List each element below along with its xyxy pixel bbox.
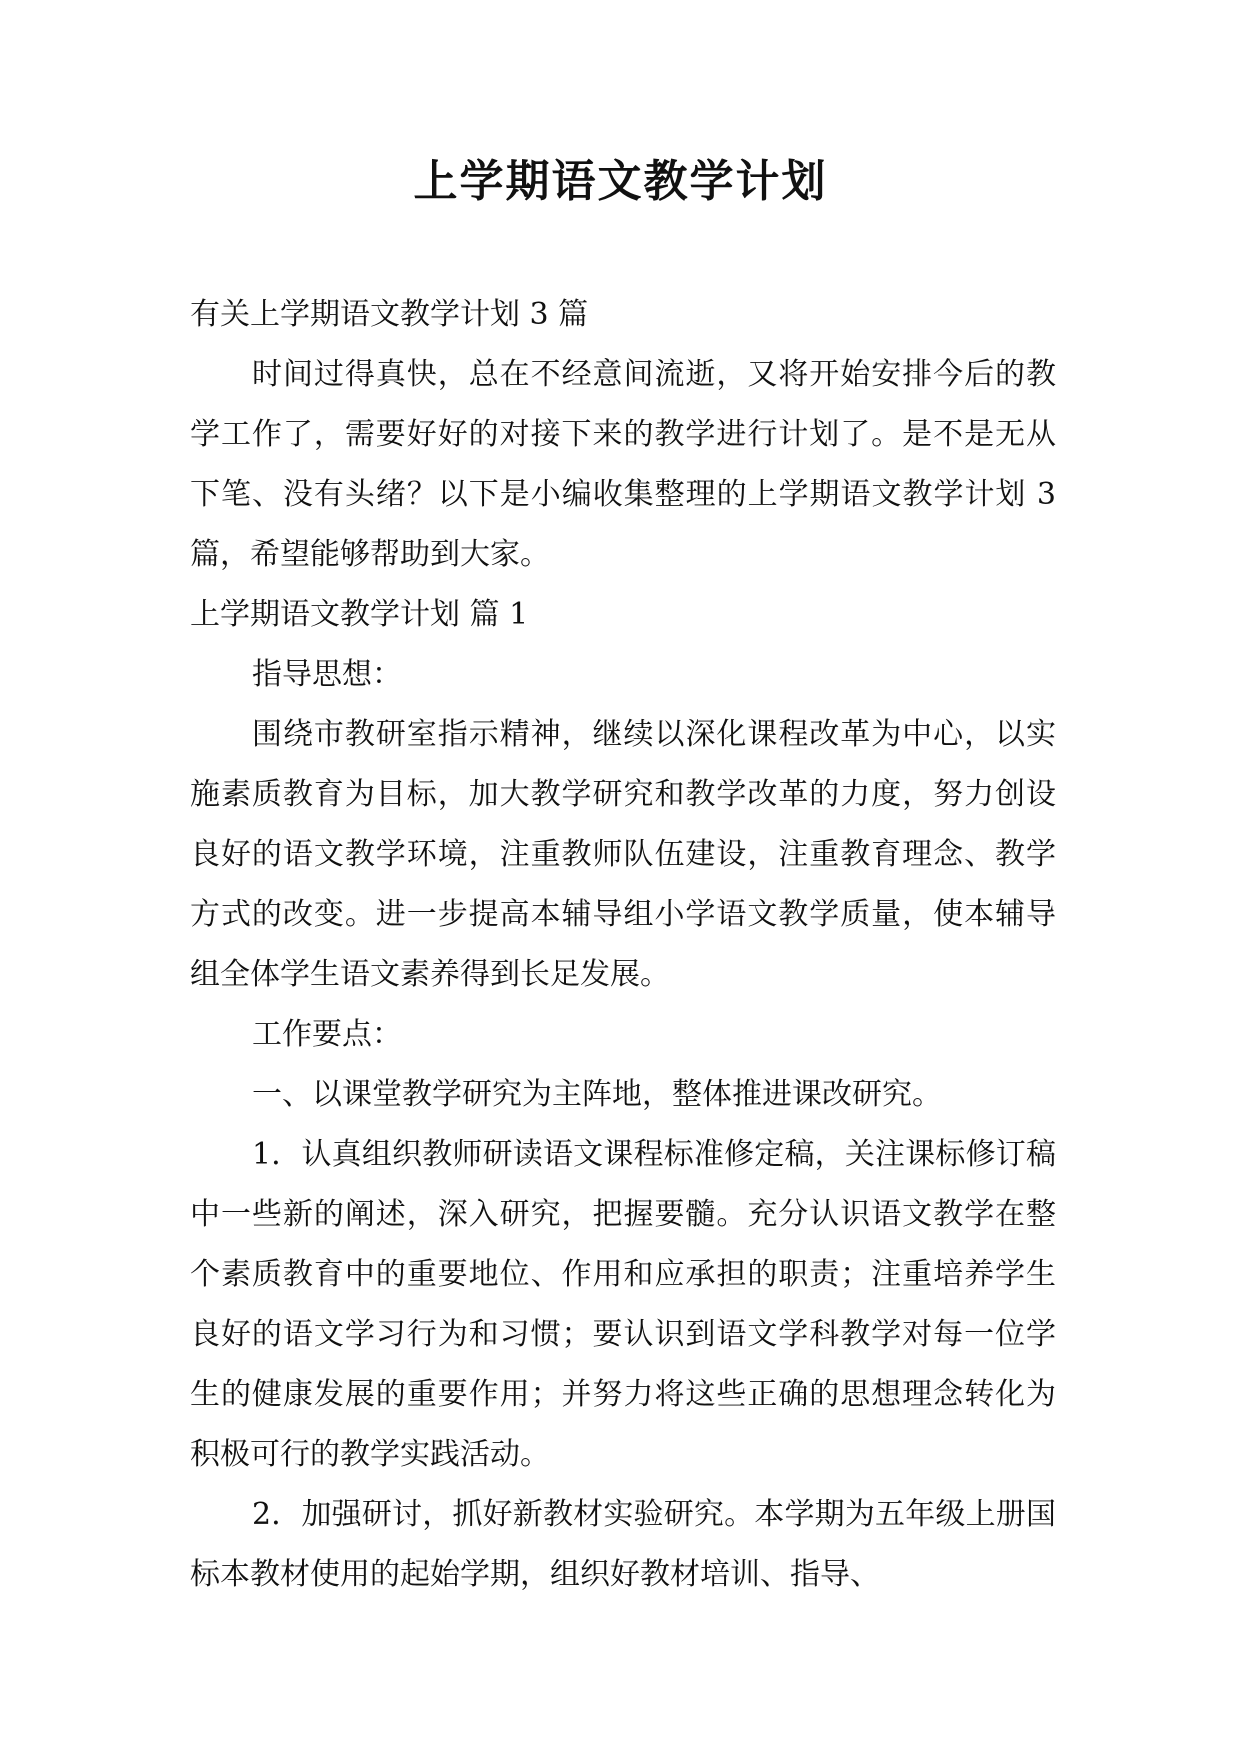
section-heading: 上学期语文教学计划 篇 1 — [190, 597, 529, 632]
guiding-paragraph: 围绕市教研室指示精神，继续以深化课程改革为中心，以实施素质教育为目标，加大教学研究和教学改革的力度，努力创设良好的语文教学环境，注重教师队伍建设，注重教育理念、教学方式的改变。进一步提高本辅导组小学语文教学质量，使本辅导组全体学生语文素养得到长足发展。 — [190, 717, 1056, 992]
item-2-paragraph: 2．加强研讨，抓好新教材实验研究。本学期为五年级上册国标本教材使用的起始学期，组织好教材培训、指导、 — [190, 1497, 1056, 1592]
document-subtitle: 有关上学期语文教学计划 3 篇 — [190, 297, 589, 332]
item-1-paragraph: 1．认真组织教师研读语文课程标准修定稿，关注课标修订稿中一些新的阐述，深入研究，把握要髓。充分认识语文教学在整个素质教育中的重要地位、作用和应承担的职责；注重培养学生良好的语文学习行为和习惯；要认识到语文学科教学对每一位学生的健康发展的重要作用；并努力将这些正确的思想理念转化为积极可行的教学实践活动。 — [190, 1137, 1056, 1472]
point-one: 一、以课堂教学研究为主阵地，整体推进课改研究。 — [252, 1077, 942, 1112]
intro-paragraph: 时间过得真快，总在不经意间流逝，又将开始安排今后的教学工作了，需要好好的对接下来的教学进行计划了。是不是无从下笔、没有头绪？以下是小编收集整理的上学期语文教学计划 3 篇，希望能够帮助到大家。 — [190, 357, 1056, 572]
guiding-label: 指导思想： — [252, 657, 402, 692]
document-body — [190, 285, 1056, 1605]
work-label: 工作要点： — [252, 1017, 402, 1052]
document-title: 上学期语文教学计划 — [413, 156, 828, 207]
